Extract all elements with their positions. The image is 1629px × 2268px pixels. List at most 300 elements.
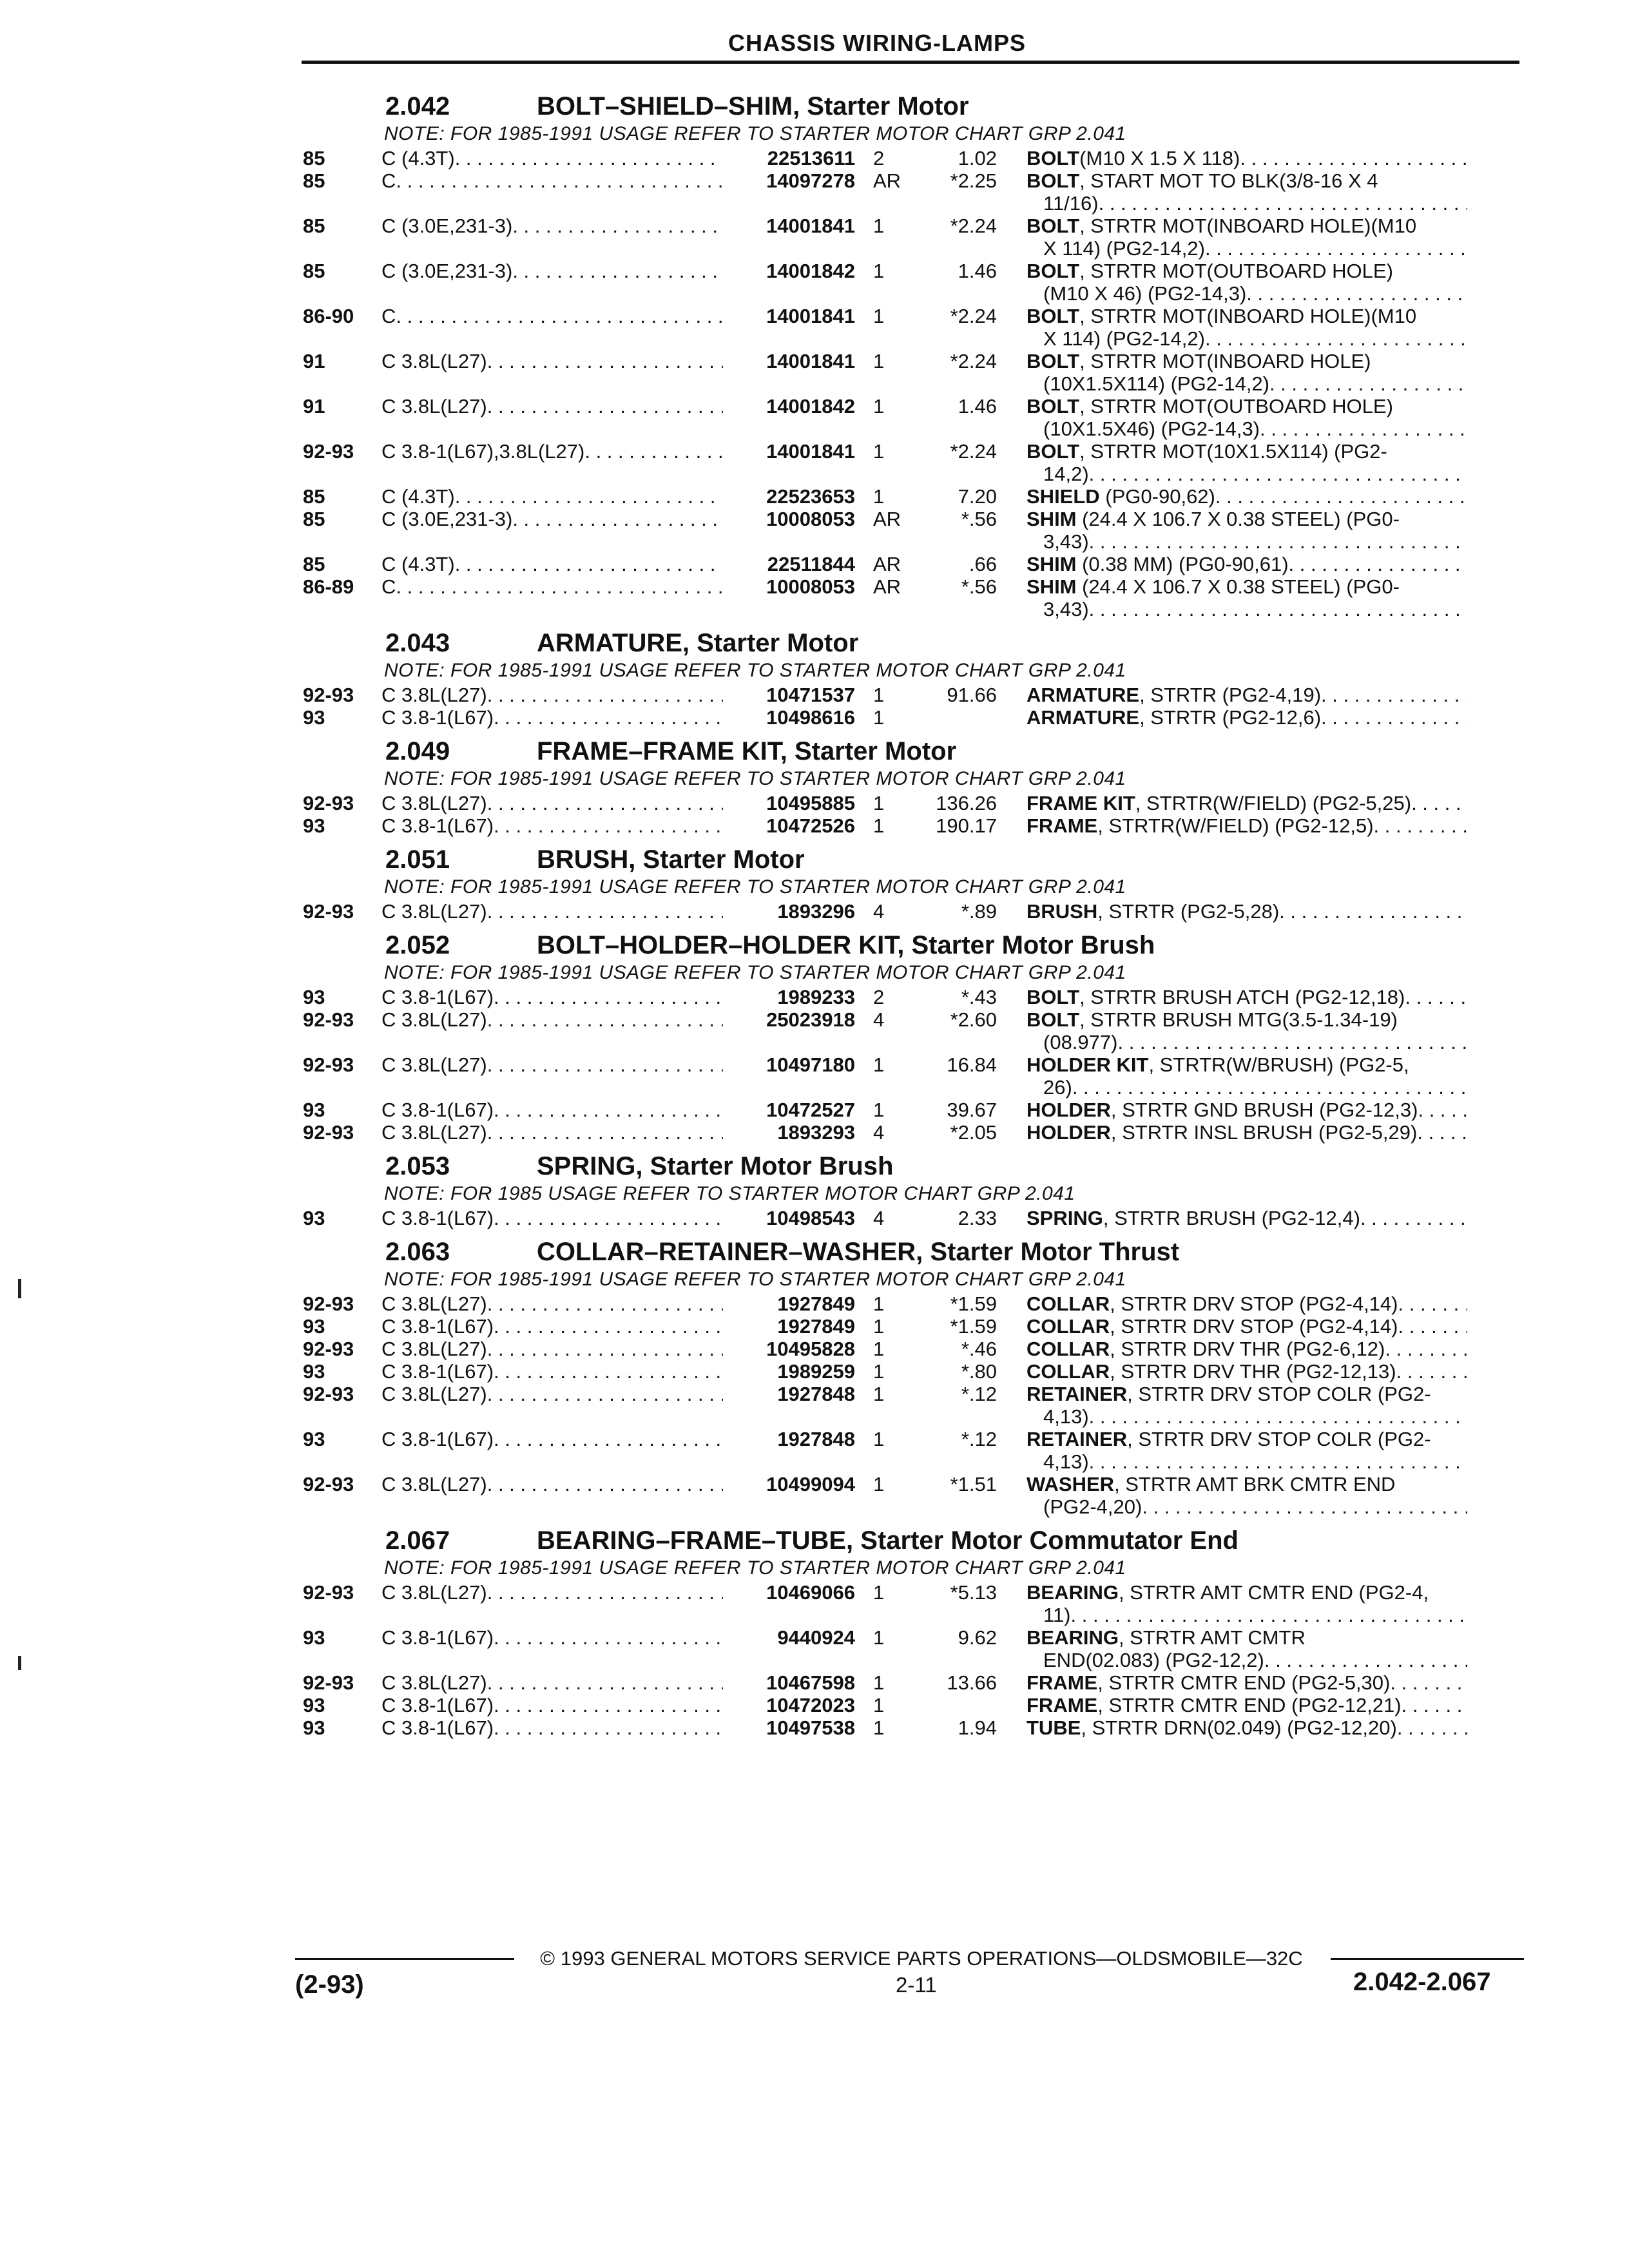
section-number: 2.067 (385, 1526, 450, 1555)
section-heading (303, 1518, 1521, 1555)
quantity: AR (873, 508, 901, 530)
description-text: (M10 X 46) (PG2-14,3) (1043, 282, 1247, 305)
part-number: 10467598 (766, 1671, 855, 1694)
description-line (1027, 1121, 1467, 1144)
leader-dots (494, 1360, 723, 1383)
part-name: HOLDER (1027, 1099, 1111, 1121)
part-number: 14001841 (766, 305, 855, 327)
description-line (1027, 575, 1467, 598)
section-title: SPRING, Starter Motor Brush (537, 1152, 894, 1180)
part-row (303, 508, 1521, 553)
leader-dots (487, 684, 723, 706)
part-row (303, 900, 1521, 923)
description-text: , STRTR (PG2-4,19) (1139, 684, 1322, 706)
part-row (303, 1360, 1521, 1383)
description-text: 3,43) (1043, 598, 1089, 620)
part-row (303, 1293, 1521, 1315)
model-year: 92-93 (303, 792, 354, 814)
part-description (997, 684, 1467, 706)
part-name: COLLAR (1027, 1338, 1110, 1360)
part-name: BOLT (1027, 1008, 1080, 1031)
model-text: C 3.8L(L27) (381, 1671, 487, 1694)
quantity: 1 (873, 684, 885, 706)
model-code (381, 1315, 723, 1338)
model-code (381, 440, 723, 485)
model-text: C 3.8-1(L67) (381, 1428, 494, 1450)
model-year: 92-93 (303, 1473, 354, 1495)
description-text: , STRTR AMT CMTR (1118, 1626, 1306, 1649)
description-text: (PG2-4,20) (1043, 1495, 1142, 1518)
description-text: , STRTR MOT(10X1.5X114) (PG2- (1079, 440, 1387, 463)
part-row (303, 1008, 1521, 1053)
part-description (997, 485, 1467, 508)
part-row (303, 1671, 1521, 1694)
quantity: 1 (873, 1360, 885, 1383)
leader-dots (494, 1716, 723, 1739)
quantity: 1 (873, 1581, 885, 1604)
leader-dots (455, 553, 723, 575)
part-description (997, 1121, 1467, 1144)
price: *5.13 (950, 1581, 997, 1604)
part-name: BOLT (1027, 440, 1080, 463)
description-text: , STRTR DRV STOP (PG2-4,14) (1110, 1293, 1398, 1315)
quantity: 1 (873, 1099, 885, 1121)
price: 1.94 (958, 1716, 997, 1739)
footer-date: (2-93) (295, 1970, 364, 1999)
section-heading (303, 1144, 1521, 1181)
part-description (997, 1360, 1467, 1383)
part-row (303, 215, 1521, 260)
description-text: (0.38 MM) (PG0-90,61) (1076, 553, 1289, 575)
description-text: (24.4 X 106.7 X 0.38 STEEL) (PG0- (1076, 508, 1400, 530)
leader-dots (1397, 1716, 1467, 1739)
description-line (1027, 1053, 1467, 1076)
part-name: BOLT (1027, 215, 1080, 237)
model-code (381, 553, 723, 575)
model-year: 86-90 (303, 305, 354, 327)
price (907, 706, 997, 729)
part-number: 1927849 (777, 1315, 855, 1338)
description-line (1027, 1495, 1467, 1518)
part-row (303, 1207, 1521, 1229)
description-text: 11) (1043, 1604, 1071, 1626)
model-code (381, 1293, 723, 1315)
price: *.89 (961, 900, 997, 923)
quantity: 1 (873, 215, 885, 237)
quantity: 1 (873, 1671, 885, 1694)
price: *2.24 (950, 440, 997, 463)
leader-dots (494, 1099, 723, 1121)
section-note: NOTE: FOR 1985-1991 USAGE REFER TO STARTER MOTOR CHART GRP 2.041 (384, 123, 1126, 144)
quantity: 1 (873, 706, 885, 729)
model-text: C 3.8-1(L67) (381, 1626, 494, 1649)
footer-rule-right (1331, 1958, 1524, 1960)
part-description (997, 395, 1467, 440)
part-description (997, 575, 1467, 620)
price: *.12 (961, 1428, 997, 1450)
part-description (997, 706, 1467, 729)
part-description (997, 1053, 1467, 1099)
model-text: C 3.8-1(L67) (381, 1360, 494, 1383)
description-line (1027, 1383, 1467, 1405)
model-text: C (381, 169, 396, 192)
model-text: C 3.8-1(L67) (381, 1099, 494, 1121)
part-description (997, 792, 1467, 814)
section-number: 2.042 (385, 92, 450, 120)
price: *.80 (961, 1360, 997, 1383)
model-code (381, 1383, 723, 1428)
leader-dots (1411, 792, 1467, 814)
leader-dots (494, 706, 723, 729)
quantity: 1 (873, 1716, 885, 1739)
part-name: BOLT (1027, 147, 1080, 169)
part-row (303, 1099, 1521, 1121)
quantity: 1 (873, 1053, 885, 1076)
description-line (1027, 1428, 1467, 1450)
model-year: 93 (303, 1315, 325, 1338)
part-number: 10497180 (766, 1053, 855, 1076)
description-line (1027, 1008, 1467, 1031)
section-note: NOTE: FOR 1985-1991 USAGE REFER TO STARTER MOTOR CHART GRP 2.041 (384, 876, 1126, 898)
description-text: , STRTR CMTR END (PG2-5,30) (1097, 1671, 1391, 1694)
part-name: FRAME (1027, 1694, 1098, 1716)
part-description (997, 147, 1467, 169)
description-text: , STRTR DRV THR (PG2-6,12) (1110, 1338, 1385, 1360)
part-number: 22511844 (767, 553, 855, 575)
model-code (381, 684, 723, 706)
leader-dots (487, 350, 723, 395)
description-text: , STRTR (PG2-5,28) (1097, 900, 1280, 923)
model-year: 85 (303, 215, 325, 237)
description-line (1027, 508, 1467, 530)
description-line (1027, 418, 1467, 440)
part-number: 10471537 (766, 684, 855, 706)
model-text: C 3.8-1(L67) (381, 1315, 494, 1338)
price: 136.26 (936, 792, 997, 814)
leader-dots (1117, 1031, 1467, 1053)
leader-dots (1390, 1671, 1467, 1694)
description-line (1027, 1031, 1467, 1053)
price: .66 (969, 553, 997, 575)
leader-dots (494, 1626, 723, 1671)
description-line (1027, 305, 1467, 327)
model-code (381, 1428, 723, 1473)
part-name: BEARING (1027, 1626, 1119, 1649)
leader-dots (1089, 598, 1467, 620)
scan-mark (18, 1279, 21, 1298)
model-code (381, 485, 723, 508)
description-text: 14,2) (1043, 463, 1089, 485)
model-text: C 3.8L(L27) (381, 1383, 487, 1405)
description-text: , STRTR MOT(OUTBOARD HOLE) (1079, 260, 1393, 282)
leader-dots (1396, 1360, 1467, 1383)
price: 13.66 (947, 1671, 997, 1694)
model-year: 93 (303, 1716, 325, 1739)
leader-dots (494, 1207, 723, 1229)
page-header: CHASSIS WIRING-LAMPS (728, 30, 1027, 56)
section-heading (303, 837, 1521, 874)
leader-dots (1215, 485, 1467, 508)
description-text: 3,43) (1043, 530, 1089, 553)
leader-dots (1374, 814, 1467, 837)
description-text: , STRTR BRUSH MTG(3.5-1.34-19) (1079, 1008, 1398, 1031)
part-description (997, 1473, 1467, 1518)
model-year: 93 (303, 1428, 325, 1450)
leader-dots (1089, 530, 1467, 553)
section-number: 2.051 (385, 845, 450, 874)
parts-section (303, 1518, 1521, 1739)
description-line (1027, 1099, 1467, 1121)
parts-section (303, 620, 1521, 729)
price: *2.24 (950, 215, 997, 237)
description-text: , STRTR MOT(INBOARD HOLE) (1079, 350, 1371, 372)
leader-dots (1405, 986, 1467, 1008)
model-code (381, 215, 723, 260)
part-name: FRAME KIT (1027, 792, 1135, 814)
part-description (997, 1383, 1467, 1428)
section-note: NOTE: FOR 1985-1991 USAGE REFER TO STARTER MOTOR CHART GRP 2.041 (384, 660, 1126, 681)
leader-dots (1321, 684, 1467, 706)
model-code (381, 900, 723, 923)
part-row (303, 1338, 1521, 1360)
price: 16.84 (947, 1053, 997, 1076)
part-number: 22523653 (766, 485, 855, 508)
description-line (1027, 814, 1467, 837)
leader-dots (1398, 1293, 1468, 1315)
description-text: (10X1.5X114) (PG2-14,2) (1043, 372, 1269, 395)
part-description (997, 1716, 1467, 1739)
model-code (381, 814, 723, 837)
leader-dots (1205, 237, 1467, 260)
part-description (997, 215, 1467, 260)
price: *2.05 (950, 1121, 997, 1144)
part-row (303, 814, 1521, 837)
model-year: 93 (303, 1099, 325, 1121)
description-line (1027, 1626, 1467, 1649)
footer-page-number: 2-11 (896, 1973, 937, 1997)
description-text: X 114) (PG2-14,2) (1043, 327, 1205, 350)
model-text: C 3.8L(L27) (381, 1053, 487, 1076)
leader-dots (1385, 1338, 1467, 1360)
description-text: , STRTR CMTR END (PG2-12,21) (1097, 1694, 1402, 1716)
price: *2.24 (950, 350, 997, 372)
description-line (1027, 463, 1467, 485)
model-text: C 3.8L(L27) (381, 1121, 487, 1144)
description-line (1027, 327, 1467, 350)
model-text: C 3.8-1(L67) (381, 1694, 494, 1716)
part-row (303, 260, 1521, 305)
part-name: BOLT (1027, 260, 1080, 282)
price: *1.59 (950, 1315, 997, 1338)
leader-dots (396, 575, 723, 620)
leader-dots (1089, 463, 1467, 485)
footer-rule-left (295, 1958, 514, 1960)
part-number: 10008053 (766, 508, 855, 530)
quantity: 1 (873, 814, 885, 837)
part-number: 22513611 (767, 147, 855, 169)
parts-section (303, 729, 1521, 837)
part-name: ARMATURE (1027, 684, 1140, 706)
price: *.56 (961, 508, 997, 530)
quantity: 1 (873, 1626, 885, 1649)
leader-dots (487, 1473, 723, 1518)
quantity: 1 (873, 1338, 885, 1360)
description-text: , STRTR(W/BRUSH) (PG2-5, (1148, 1053, 1409, 1076)
section-title: BEARING–FRAME–TUBE, Starter Motor Commutator End (537, 1526, 1239, 1555)
description-line (1027, 1405, 1467, 1428)
leader-dots (1205, 327, 1467, 350)
part-name: FRAME (1027, 1671, 1098, 1694)
price: *1.59 (950, 1293, 997, 1315)
part-row (303, 553, 1521, 575)
model-code (381, 1671, 723, 1694)
model-code (381, 395, 723, 440)
part-name: COLLAR (1027, 1293, 1110, 1315)
leader-dots (1289, 553, 1467, 575)
description-line (1027, 1649, 1467, 1671)
model-code (381, 575, 723, 620)
description-line (1027, 1338, 1467, 1360)
model-code (381, 706, 723, 729)
price: 39.67 (947, 1099, 997, 1121)
quantity: 1 (873, 1428, 885, 1450)
price: *.46 (961, 1338, 997, 1360)
model-text: C (3.0E,231-3) (381, 215, 513, 237)
parts-catalog (303, 84, 1521, 1739)
price: *1.51 (950, 1473, 997, 1495)
model-text: C 3.8L(L27) (381, 1338, 487, 1360)
part-name: BOLT (1027, 305, 1080, 327)
part-row (303, 1581, 1521, 1626)
model-text: C 3.8L(L27) (381, 684, 487, 706)
leader-dots (494, 986, 723, 1008)
description-text: (PG0-90,62) (1099, 485, 1215, 508)
model-year: 85 (303, 147, 325, 169)
part-number: 10008053 (766, 575, 855, 598)
quantity: 2 (873, 986, 885, 1008)
model-text: C (381, 575, 396, 598)
leader-dots (1264, 1649, 1467, 1671)
description-line (1027, 1671, 1467, 1694)
part-number: 10472023 (766, 1694, 855, 1716)
section-heading (303, 620, 1521, 658)
section-number: 2.063 (385, 1238, 450, 1266)
model-year: 85 (303, 169, 325, 192)
model-year: 92-93 (303, 1338, 354, 1360)
model-code (381, 1099, 723, 1121)
leader-dots (1089, 1450, 1467, 1473)
model-year: 92-93 (303, 1383, 354, 1405)
part-description (997, 440, 1467, 485)
quantity: 1 (873, 440, 885, 463)
model-year: 91 (303, 350, 325, 372)
model-text: C 3.8-1(L67),3.8L(L27) (381, 440, 585, 463)
price (907, 1694, 997, 1716)
description-line (1027, 792, 1467, 814)
leader-dots (487, 1008, 723, 1053)
section-note: NOTE: FOR 1985-1991 USAGE REFER TO STARTER MOTOR CHART GRP 2.041 (384, 768, 1126, 789)
model-text: C 3.8L(L27) (381, 395, 487, 418)
model-text: C 3.8L(L27) (381, 1473, 487, 1495)
part-description (997, 986, 1467, 1008)
part-description (997, 814, 1467, 837)
part-description (997, 305, 1467, 350)
model-year: 85 (303, 485, 325, 508)
part-name: BRUSH (1027, 900, 1098, 923)
part-number: 25023918 (766, 1008, 855, 1031)
description-line (1027, 169, 1467, 192)
price: *.43 (961, 986, 997, 1008)
footer-copyright: © 1993 GENERAL MOTORS SERVICE PARTS OPERATIONS—OLDSMOBILE—32C (540, 1947, 1303, 1970)
part-name: BOLT (1027, 169, 1080, 192)
model-year: 91 (303, 395, 325, 418)
part-number: 1927849 (777, 1293, 855, 1315)
part-name: BEARING (1027, 1581, 1119, 1604)
section-heading (303, 84, 1521, 121)
description-text: , STRTR(W/FIELD) (PG2-5,25) (1135, 792, 1412, 814)
quantity: 1 (873, 485, 885, 508)
parts-section (303, 1229, 1521, 1518)
leader-dots (512, 215, 723, 260)
model-text: C (3.0E,231-3) (381, 508, 513, 530)
leader-dots (1089, 1405, 1467, 1428)
model-year: 93 (303, 1360, 325, 1383)
leader-dots (494, 814, 723, 837)
model-text: C 3.8-1(L67) (381, 986, 494, 1008)
description-text: , STRTR DRV STOP COLR (PG2- (1127, 1428, 1431, 1450)
part-row (303, 986, 1521, 1008)
quantity: 1 (873, 1293, 885, 1315)
model-code (381, 508, 723, 553)
leader-dots (1246, 282, 1467, 305)
section-title: BOLT–HOLDER–HOLDER KIT, Starter Motor Brush (537, 931, 1155, 959)
part-number: 14001841 (766, 440, 855, 463)
part-number: 10495828 (766, 1338, 855, 1360)
description-text: , STRTR DRV STOP (PG2-4,14) (1110, 1315, 1398, 1338)
leader-dots (487, 792, 723, 814)
part-description (997, 508, 1467, 553)
leader-dots (1240, 147, 1467, 169)
description-text: (24.4 X 106.7 X 0.38 STEEL) (PG0- (1076, 575, 1400, 598)
model-year: 93 (303, 986, 325, 1008)
part-row (303, 1428, 1521, 1473)
part-name: SHIM (1027, 575, 1077, 598)
price: *.12 (961, 1383, 997, 1405)
description-text: , STRTR DRV STOP COLR (PG2- (1127, 1383, 1431, 1405)
model-text: C 3.8-1(L67) (381, 1207, 494, 1229)
model-code (381, 1360, 723, 1383)
quantity: 1 (873, 1315, 885, 1338)
part-row (303, 706, 1521, 729)
part-row (303, 169, 1521, 215)
model-code (381, 147, 723, 169)
leader-dots (1402, 1694, 1467, 1716)
parts-section (303, 923, 1521, 1144)
description-line (1027, 1694, 1467, 1716)
section-note: NOTE: FOR 1985-1991 USAGE REFER TO STARTER MOTOR CHART GRP 2.041 (384, 962, 1126, 983)
part-description (997, 1338, 1467, 1360)
description-line (1027, 598, 1467, 620)
part-row (303, 305, 1521, 350)
leader-dots (487, 1338, 723, 1360)
part-number: 10495885 (766, 792, 855, 814)
model-code (381, 169, 723, 215)
description-text: , STRTR (PG2-12,6) (1139, 706, 1322, 729)
model-text: C 3.8L(L27) (381, 1008, 487, 1031)
part-name: SHIELD (1027, 485, 1100, 508)
part-row (303, 684, 1521, 706)
part-row (303, 1383, 1521, 1428)
